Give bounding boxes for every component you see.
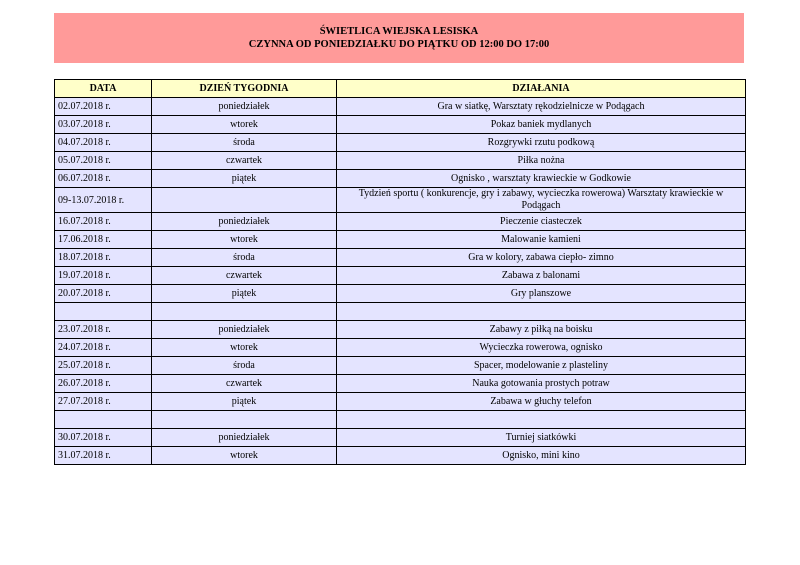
cell-date: 03.07.2018 r.: [55, 116, 152, 134]
header-banner: [54, 13, 744, 63]
cell-activity: Zabawy z piłką na boisku: [337, 321, 746, 339]
cell-activity: Nauka gotowania prostych potraw: [337, 375, 746, 393]
table-row: [55, 429, 746, 447]
cell-day: czwartek: [152, 267, 337, 285]
table-row: [55, 303, 746, 321]
cell-date: 17.06.2018 r.: [55, 231, 152, 249]
cell-day: [152, 188, 337, 213]
cell-day: piątek: [152, 285, 337, 303]
cell-date: 18.07.2018 r.: [55, 249, 152, 267]
cell-date: 26.07.2018 r.: [55, 375, 152, 393]
cell-activity: Pokaz baniek mydlanych: [337, 116, 746, 134]
cell-day: poniedziałek: [152, 98, 337, 116]
page-title: ŚWIETLICA WIEJSKA LESISKA: [319, 26, 479, 37]
schedule-table: [54, 79, 746, 465]
cell-activity: Gra w siatkę, Warsztaty rękodzielnicze w Podągach: [337, 98, 746, 116]
table-row: [55, 267, 746, 285]
table-row: [55, 152, 746, 170]
cell-date: 25.07.2018 r.: [55, 357, 152, 375]
cell-day: piątek: [152, 393, 337, 411]
cell-activity: Wycieczka rowerowa, ognisko: [337, 339, 746, 357]
page-subtitle: CZYNNA OD PONIEDZIAŁKU DO PIĄTKU OD 12:00 DO 17:00: [248, 39, 550, 50]
cell-date: 30.07.2018 r.: [55, 429, 152, 447]
cell-date: 31.07.2018 r.: [55, 447, 152, 465]
cell-day: środa: [152, 357, 337, 375]
cell-date: 16.07.2018 r.: [55, 213, 152, 231]
table-row: [55, 98, 746, 116]
cell-date: 27.07.2018 r.: [55, 393, 152, 411]
cell-activity: Pieczenie ciasteczek: [337, 213, 746, 231]
cell-date: 20.07.2018 r.: [55, 285, 152, 303]
cell-day: wtorek: [152, 116, 337, 134]
cell-activity: Ognisko, mini kino: [337, 447, 746, 465]
cell-day: wtorek: [152, 231, 337, 249]
cell-day: czwartek: [152, 152, 337, 170]
cell-activity: Tydzień sportu ( konkurencje, gry i zabawy, wycieczka rowerowa) Warsztaty krawieckie w Podągach: [337, 188, 746, 213]
table-row: [55, 393, 746, 411]
cell-date: 23.07.2018 r.: [55, 321, 152, 339]
cell-date: 19.07.2018 r.: [55, 267, 152, 285]
cell-date: 05.07.2018 r.: [55, 152, 152, 170]
cell-day: poniedziałek: [152, 213, 337, 231]
cell-activity: Zabawa w głuchy telefon: [337, 393, 746, 411]
cell-activity: [337, 411, 746, 429]
cell-date: 04.07.2018 r.: [55, 134, 152, 152]
table-row: [55, 321, 746, 339]
cell-day: piątek: [152, 170, 337, 188]
cell-date: 02.07.2018 r.: [55, 98, 152, 116]
column-header-date: DATA: [55, 80, 152, 98]
cell-activity: Ognisko , warsztaty krawieckie w Godkowie: [337, 170, 746, 188]
cell-date: [55, 411, 152, 429]
cell-day: [152, 411, 337, 429]
cell-day: środa: [152, 249, 337, 267]
cell-activity: Piłka nożna: [337, 152, 746, 170]
cell-date: [55, 303, 152, 321]
table-row: [55, 411, 746, 429]
table-row: [55, 375, 746, 393]
column-header-activity: DZIAŁANIA: [337, 80, 746, 98]
cell-day: [152, 303, 337, 321]
cell-day: czwartek: [152, 375, 337, 393]
cell-date: 06.07.2018 r.: [55, 170, 152, 188]
cell-date: 24.07.2018 r.: [55, 339, 152, 357]
table-body: [55, 98, 746, 465]
table-row: [55, 339, 746, 357]
cell-day: poniedziałek: [152, 321, 337, 339]
table-row: [55, 447, 746, 465]
table-row: [55, 285, 746, 303]
cell-day: wtorek: [152, 447, 337, 465]
table-row: [55, 188, 746, 213]
table-row: [55, 231, 746, 249]
column-header-day: DZIEŃ TYGODNIA: [152, 80, 337, 98]
cell-day: środa: [152, 134, 337, 152]
cell-activity: Zabawa z balonami: [337, 267, 746, 285]
cell-activity: [337, 303, 746, 321]
table-header-row: [55, 80, 746, 98]
cell-day: wtorek: [152, 339, 337, 357]
cell-date: 09-13.07.2018 r.: [55, 188, 152, 213]
table-row: [55, 357, 746, 375]
cell-activity: Rozgrywki rzutu podkową: [337, 134, 746, 152]
table-row: [55, 134, 746, 152]
cell-activity: Malowanie kamieni: [337, 231, 746, 249]
cell-activity: Spacer, modelowanie z plasteliny: [337, 357, 746, 375]
table-row: [55, 116, 746, 134]
cell-activity: Gry planszowe: [337, 285, 746, 303]
cell-activity: Turniej siatkówki: [337, 429, 746, 447]
cell-activity: Gra w kolory, zabawa ciepło- zimno: [337, 249, 746, 267]
table-row: [55, 170, 746, 188]
cell-day: poniedziałek: [152, 429, 337, 447]
table-row: [55, 213, 746, 231]
table-row: [55, 249, 746, 267]
